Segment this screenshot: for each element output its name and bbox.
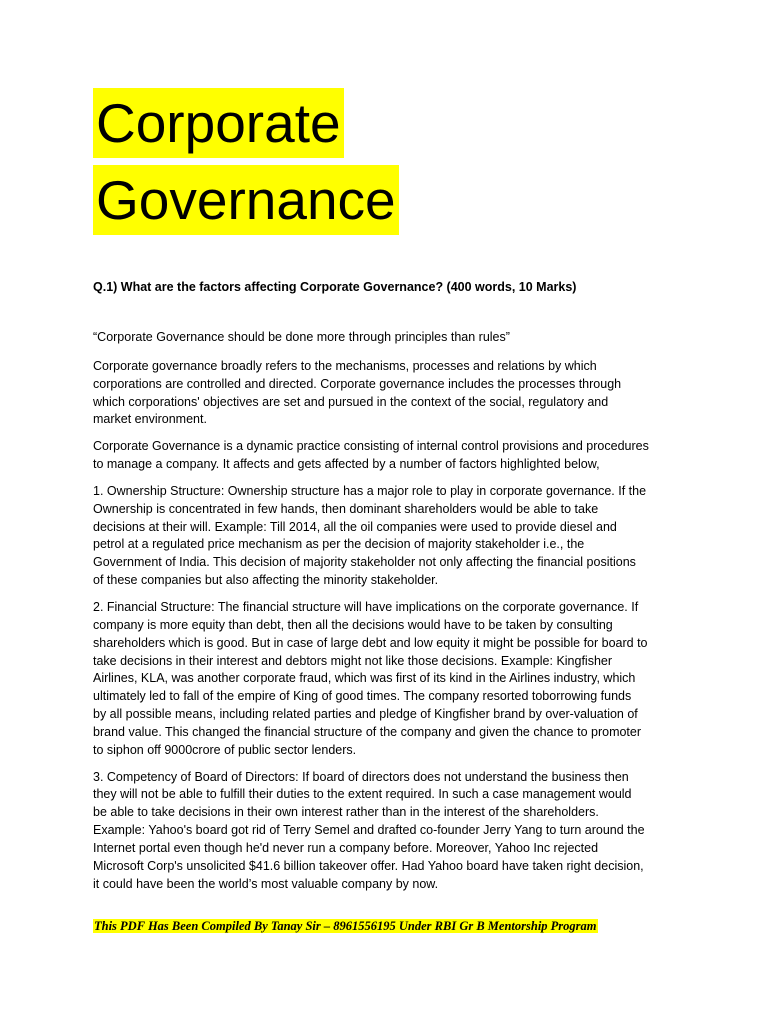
paragraph-line: be able to take decisions in their own interest rather than in the interest of the shareholders. xyxy=(93,805,599,820)
paragraph-line: it could have been the world’s most valuable company by now. xyxy=(93,876,439,891)
quote-line: “Corporate Governance should be done more through principles than rules” xyxy=(93,330,510,344)
paragraph-line: corporations are controlled and directed. Corporate governance includes the processes through xyxy=(93,376,622,391)
paragraph-line: Microsoft Corp's unsolicited $41.6 billion takeover offer. Had Yahoo board have taken right decision, xyxy=(93,858,644,873)
paragraph-line: they will not be able to fulfill their duties to the extent required. In such a case management would xyxy=(93,787,632,802)
paragraph-line: ultimately led to fall of the empire of King of good times. The company resorted toborrowing funds xyxy=(93,689,632,704)
paragraph xyxy=(93,438,649,474)
paragraph-line: Government of India. This decision of majority stakeholder not only affecting the financial positions xyxy=(93,555,636,570)
paragraph xyxy=(93,769,649,894)
paragraph xyxy=(93,599,649,760)
paragraph-line: Internet portal even though he'd never run a company before. Moreover, Yahoo Inc rejected xyxy=(93,840,599,855)
paragraph-line: 3. Competency of Board of Directors: If board of directors does not understand the business then xyxy=(93,769,629,784)
title-line-corporate: Corporate xyxy=(93,88,344,158)
paragraph-line: petrol at a regulated price mechanism as per the decision of majority stakeholder i.e., the xyxy=(93,537,585,552)
footer xyxy=(93,917,598,935)
document-title xyxy=(93,88,399,242)
paragraph-line: of these companies but also affecting the minority stakeholder. xyxy=(93,573,439,588)
paragraph-line: to manage a company. It affects and gets affected by a number of factors highlighted below, xyxy=(93,457,600,472)
paragraph-line: brand value. This changed the financial structure of the company and given the chance to promoter xyxy=(93,724,642,739)
paragraph-line: company is more equity than debt, then all the decisions would have to be taken by consulting xyxy=(93,617,613,632)
footer-note: This PDF Has Been Compiled By Tanay Sir – 8961556195 Under RBI Gr B Mentorship Program xyxy=(94,919,597,933)
paragraph-line: Airlines, KLA, was another corporate fraud, which was first of its kind in the Airlines industry, which xyxy=(93,671,636,686)
paragraph-line: market environment. xyxy=(93,412,207,427)
paragraph xyxy=(93,483,649,590)
paragraph-line: 2. Financial Structure: The financial structure will have implications on the corporate governance. If xyxy=(93,599,639,614)
title-line-governance: Governance xyxy=(93,165,399,235)
paragraphs-container xyxy=(93,358,649,894)
paragraph-line: to siphon off 9000crore of public sector lenders. xyxy=(93,742,357,757)
question-heading: Q.1) What are the factors affecting Corporate Governance? (400 words, 10 Marks) xyxy=(93,280,577,294)
paragraph xyxy=(93,358,649,429)
paragraph-line: which corporations' objectives are set and pursued in the context of the social, regulatory and xyxy=(93,394,609,409)
paragraph-line: shareholders which is good. But in case of large debt and low equity it might be possible for board to xyxy=(93,635,648,650)
paragraph-line: decisions at their will. Example: Till 2014, all the oil companies were used to provide diesel and xyxy=(93,519,617,534)
paragraph-line: 1. Ownership Structure: Ownership structure has a major role to play in corporate governance. If the xyxy=(93,483,647,498)
paragraph-line: Ownership is concentrated in few hands, then dominant shareholders would be able to take xyxy=(93,501,599,516)
paragraph-line: by all possible means, including related parties and pledge of Kingfisher brand by over-valuation of xyxy=(93,707,638,722)
paragraph-line: Corporate Governance is a dynamic practice consisting of internal control provisions and procedures xyxy=(93,439,649,454)
paragraph-line: Example: Yahoo's board got rid of Terry Semel and drafted co-founder Jerry Yang to turn around the xyxy=(93,823,645,838)
paragraph-line: take decisions in their interest and debtors might not like those decisions. Example: Kingfisher xyxy=(93,653,613,668)
document-body xyxy=(93,329,649,902)
paragraph-line: Corporate governance broadly refers to the mechanisms, processes and relations by which xyxy=(93,358,597,373)
